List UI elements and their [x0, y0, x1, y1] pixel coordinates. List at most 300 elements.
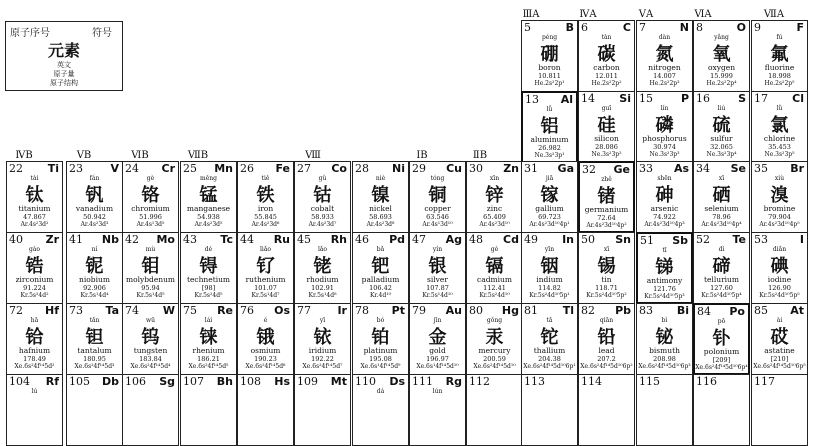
element-cell	[521, 374, 578, 446]
element-pinyin: xīn	[489, 175, 500, 182]
element-chinese-name: 锇	[256, 327, 275, 348]
element-pinyin: tàn	[601, 34, 612, 41]
element-pinyin: xī	[603, 246, 610, 253]
element-atomic-mass: 112.41	[483, 284, 506, 292]
element-config: Kr.4d¹⁰	[369, 292, 392, 299]
element-symbol: Mn	[214, 162, 233, 175]
element-atomic-mass: 32.065	[710, 143, 733, 151]
element-number: 83	[639, 304, 653, 317]
element-english-name: chromium	[131, 204, 170, 213]
element-number: 117	[754, 375, 775, 388]
element-cell	[66, 161, 123, 233]
element-chinese-name: 锡	[597, 256, 616, 277]
element-atomic-mass: 74.922	[653, 213, 676, 221]
element-config: Ar.4s²3d⁶	[251, 221, 280, 228]
element-english-name: rhenium	[192, 346, 225, 355]
element-atomic-mass: 186.21	[197, 355, 220, 363]
element-symbol: Rh	[330, 233, 347, 246]
legend-config-label: 原子结构	[50, 79, 78, 87]
element-pinyin: lǎo	[317, 246, 328, 253]
element-pinyin: é	[263, 317, 268, 324]
element-atomic-mass: 207.2	[597, 355, 616, 363]
element-config: Kr.5s¹4d⁷	[251, 292, 280, 299]
element-cell	[409, 232, 466, 304]
element-atomic-mass: 95.94	[141, 284, 160, 292]
element-atomic-mass: 190.23	[254, 355, 277, 363]
element-number: 112	[469, 375, 490, 388]
element-config: Xe.6s¹4f¹⁴5d¹⁰	[416, 363, 459, 370]
element-number: 42	[125, 233, 139, 246]
element-number: 15	[639, 92, 653, 105]
element-config: Xe.6s²4f¹⁴5d²	[14, 363, 55, 370]
element-symbol: P	[680, 92, 689, 105]
group-label: ⅦB	[187, 150, 209, 161]
element-chinese-name: 锑	[655, 257, 674, 278]
element-config: Kr.5s¹4d⁵	[136, 292, 165, 299]
element-pinyin: liú	[717, 105, 726, 112]
element-cell	[466, 303, 523, 375]
element-english-name: silicon	[594, 134, 619, 143]
element-number: 28	[355, 162, 369, 175]
element-english-name: technetium	[186, 275, 231, 284]
legend-key	[5, 21, 123, 91]
element-chinese-name: 锆	[25, 256, 44, 277]
element-pinyin: lǜ	[776, 105, 783, 112]
element-symbol: N	[679, 21, 689, 34]
element-pinyin: tǎn	[89, 317, 100, 324]
element-pinyin: pō	[717, 318, 726, 325]
element-cell	[578, 303, 635, 375]
element-chinese-name: 硒	[712, 185, 731, 206]
element-symbol: Hg	[501, 304, 519, 317]
element-english-name: copper	[424, 204, 451, 213]
element-cell	[751, 20, 808, 92]
element-number: 43	[183, 233, 197, 246]
element-config: Ne.3s²3p²	[591, 151, 622, 158]
element-config: Kr.5s¹4d⁸	[308, 292, 337, 299]
element-pinyin: shēn	[657, 175, 672, 182]
element-chinese-name: 硫	[712, 115, 731, 136]
legend-atomic-number-label: 原子序号	[10, 28, 50, 39]
element-number: 25	[183, 162, 197, 175]
element-symbol: Se	[730, 162, 746, 175]
element-pinyin: tā	[546, 317, 553, 324]
element-pinyin: bó	[376, 317, 385, 324]
element-atomic-mass: 114.82	[538, 284, 561, 292]
element-symbol: In	[562, 233, 574, 246]
element-symbol: Zn	[503, 162, 519, 175]
element-symbol: F	[796, 21, 804, 34]
element-symbol: Hs	[274, 375, 290, 388]
element-pinyin: xiù	[774, 175, 785, 182]
element-symbol: Ni	[392, 162, 405, 175]
element-number: 7	[639, 21, 646, 34]
element-number: 51	[640, 234, 654, 247]
element-atomic-mass: 121.76	[653, 285, 676, 293]
element-symbol: Mo	[156, 233, 175, 246]
element-pinyin: tī	[662, 247, 667, 254]
element-number: 29	[412, 162, 426, 175]
element-number: 72	[9, 304, 23, 317]
element-english-name: sulfur	[710, 134, 733, 143]
element-symbol: As	[673, 162, 689, 175]
element-symbol: Co	[331, 162, 347, 175]
element-english-name: aluminum	[530, 135, 569, 144]
element-pinyin: hā	[30, 317, 39, 324]
legend-symbol-label: 符号	[92, 28, 112, 39]
element-chinese-name: 锗	[597, 186, 616, 207]
element-atomic-mass: 195.08	[369, 355, 392, 363]
element-pinyin: wū	[146, 317, 155, 324]
element-chinese-name: 碲	[712, 256, 731, 277]
element-cell	[578, 161, 635, 233]
element-english-name: chlorine	[763, 134, 796, 143]
element-config: Ar.4s²3d¹⁰4p²	[586, 222, 627, 229]
element-number: 49	[524, 233, 538, 246]
element-english-name: polonium	[703, 347, 740, 356]
element-cell	[578, 374, 635, 446]
element-atomic-mass: 54.938	[197, 213, 220, 221]
element-chinese-name: 氟	[770, 44, 789, 65]
element-chinese-name: 铅	[597, 327, 616, 348]
element-chinese-name: 镍	[371, 185, 390, 206]
element-chinese-name: 铂	[371, 327, 390, 348]
element-english-name: cobalt	[310, 204, 335, 213]
element-number: 109	[297, 375, 318, 388]
element-chinese-name: 氮	[655, 44, 674, 65]
element-english-name: lead	[598, 346, 615, 355]
element-pinyin: tài	[30, 175, 39, 182]
element-number: 17	[754, 92, 768, 105]
element-atomic-mass: 204.38	[538, 355, 561, 363]
element-symbol: Ge	[613, 163, 630, 176]
element-english-name: gold	[429, 346, 446, 355]
element-pinyin: gǔ	[318, 175, 327, 182]
element-pinyin: lún	[432, 388, 443, 395]
element-english-name: tungsten	[133, 346, 168, 355]
element-config: Xe.6s²4f¹⁴5d⁴	[130, 363, 171, 370]
element-cell	[352, 303, 409, 375]
element-number: 27	[297, 162, 311, 175]
element-chinese-name: 金	[428, 327, 447, 348]
element-cell	[66, 374, 123, 446]
element-cell	[66, 303, 123, 375]
element-symbol: Rg	[445, 375, 462, 388]
element-english-name: cadmium	[477, 275, 512, 284]
element-config: Ar.4s²3d³	[80, 221, 109, 228]
element-number: 22	[9, 162, 23, 175]
element-pinyin: bǎ	[376, 246, 385, 253]
element-atomic-mass: 78.96	[712, 213, 731, 221]
element-chinese-name: 锰	[199, 185, 218, 206]
element-chinese-name: 磷	[655, 115, 674, 136]
element-cell	[636, 232, 693, 304]
element-chinese-name: 镓	[540, 185, 559, 206]
element-pinyin: qiān	[599, 317, 614, 324]
element-config: Xe.6s²4f¹⁴5d¹⁰	[473, 363, 516, 370]
element-config: He.2s²2p³	[649, 80, 680, 87]
element-number: 8	[696, 21, 703, 34]
element-cell	[180, 232, 237, 304]
element-number: 14	[581, 92, 595, 105]
element-chinese-name: 溴	[770, 185, 789, 206]
element-english-name: germanium	[584, 205, 629, 214]
element-english-name: arsenic	[650, 204, 679, 213]
element-symbol: Ag	[445, 233, 462, 246]
element-pinyin: ài	[776, 317, 783, 324]
element-cell	[237, 374, 294, 446]
element-atomic-mass: 58.933	[311, 213, 334, 221]
element-pinyin: dá	[376, 388, 385, 395]
element-symbol: Cd	[503, 233, 519, 246]
element-atomic-mass: 178.49	[23, 355, 46, 363]
element-chinese-name: 铝	[540, 116, 559, 137]
element-atomic-mass: 106.42	[369, 284, 392, 292]
element-config: He.2s²2p¹	[534, 80, 565, 87]
element-symbol: S	[738, 92, 746, 105]
element-atomic-mass: [98]	[201, 284, 216, 292]
element-config: Ar.4s¹3d¹⁰	[422, 221, 453, 228]
element-cell	[294, 303, 351, 375]
element-english-name: thallium	[533, 346, 566, 355]
element-cell	[6, 374, 63, 446]
element-english-name: ruthenium	[245, 275, 286, 284]
element-cell	[636, 91, 693, 163]
element-chinese-name: 硅	[597, 115, 616, 136]
element-cell	[180, 161, 237, 233]
element-number: 5	[524, 21, 531, 34]
element-english-name: manganese	[186, 204, 231, 213]
element-pinyin: tóng	[430, 175, 445, 182]
group-label: ⅦA	[763, 9, 785, 20]
element-number: 74	[125, 304, 139, 317]
element-atomic-mass: 72.64	[597, 214, 616, 222]
element-symbol: Tc	[220, 233, 233, 246]
element-config: Kr.5s²4d¹⁰5p⁵	[759, 292, 800, 299]
element-cell	[294, 232, 351, 304]
element-pinyin: lǚ	[546, 106, 553, 113]
element-symbol: Ds	[389, 375, 405, 388]
element-cell	[521, 303, 578, 375]
element-number: 46	[355, 233, 369, 246]
element-atomic-mass: 15.999	[710, 72, 733, 80]
element-number: 23	[69, 162, 83, 175]
element-symbol: Br	[790, 162, 804, 175]
element-pinyin: mù	[145, 246, 156, 253]
element-cell	[6, 161, 63, 233]
element-config: Xe.6s²4f¹⁴5d⁷	[302, 363, 343, 370]
element-pinyin: fán	[89, 175, 100, 182]
element-number: 45	[297, 233, 311, 246]
element-chinese-name: 铪	[25, 327, 44, 348]
group-label: ⅥB	[131, 150, 149, 161]
element-symbol: Ru	[273, 233, 290, 246]
element-number: 84	[697, 305, 711, 318]
element-chinese-name: 钨	[141, 327, 160, 348]
group-label: ⅡB	[472, 150, 488, 161]
element-chinese-name: 碳	[597, 44, 616, 65]
element-pinyin: gǒng	[486, 317, 503, 324]
element-symbol: Au	[445, 304, 462, 317]
element-atomic-mass: 192.22	[311, 355, 334, 363]
element-number: 73	[69, 304, 83, 317]
element-atomic-mass: 35.453	[768, 143, 791, 151]
element-cell	[180, 303, 237, 375]
element-pinyin: liǎo	[259, 246, 272, 253]
element-cell	[6, 232, 63, 304]
element-cell	[636, 20, 693, 92]
element-config: Ar.4s¹3d⁵	[136, 221, 165, 228]
element-symbol: Si	[619, 92, 631, 105]
element-config: Xe.6s²4f¹⁴5d¹⁰6p²	[580, 363, 633, 370]
element-pinyin: guī	[601, 105, 612, 112]
element-cell	[693, 161, 750, 233]
element-symbol: Ti	[47, 162, 59, 175]
element-symbol: B	[565, 21, 574, 34]
element-atomic-mass: 51.996	[139, 213, 162, 221]
element-config: Ar.4s²3d¹⁰4p¹	[529, 221, 570, 228]
element-number: 24	[125, 162, 139, 175]
element-symbol: Cu	[446, 162, 462, 175]
element-cell	[409, 303, 466, 375]
element-english-name: tin	[601, 275, 612, 284]
element-atomic-mass: 102.91	[311, 284, 334, 292]
element-atomic-mass: 58.693	[369, 213, 392, 221]
element-english-name: rhodium	[306, 275, 339, 284]
element-pinyin: tiě	[261, 175, 270, 182]
element-atomic-mass: 28.086	[595, 143, 618, 151]
element-symbol: Pd	[389, 233, 405, 246]
element-english-name: osmium	[250, 346, 281, 355]
element-cell	[237, 232, 294, 304]
element-config: Xe.6s²4f¹⁴5d¹⁰6p³	[638, 363, 691, 370]
element-pinyin: měng	[200, 175, 217, 182]
element-cell	[693, 232, 750, 304]
element-config: Ar.4s²3d¹⁰4p³	[644, 221, 685, 228]
element-atomic-mass: 50.942	[83, 213, 106, 221]
element-cell	[466, 161, 523, 233]
element-symbol: Cr	[161, 162, 175, 175]
element-chinese-name: 汞	[485, 327, 504, 348]
element-config: Kr.5s²4d⁵	[194, 292, 223, 299]
element-english-name: molybdenum	[125, 275, 176, 284]
element-pinyin: dì	[718, 246, 725, 253]
element-pinyin: xī	[718, 175, 725, 182]
element-chinese-name: 钴	[313, 185, 332, 206]
element-symbol: Ir	[337, 304, 347, 317]
element-chinese-name: 硼	[540, 44, 559, 65]
element-symbol: Zr	[45, 233, 59, 246]
element-number: 47	[412, 233, 426, 246]
element-number: 115	[639, 375, 660, 388]
element-symbol: Ta	[105, 304, 119, 317]
element-chinese-name: 铟	[540, 256, 559, 277]
element-symbol: C	[622, 21, 631, 34]
element-pinyin: bì	[661, 317, 668, 324]
element-number: 80	[469, 304, 483, 317]
element-pinyin: diǎn	[772, 246, 787, 253]
element-config: Xe.6s²4f¹⁴5d³	[74, 363, 115, 370]
element-number: 76	[240, 304, 254, 317]
element-atomic-mass: 63.546	[426, 213, 449, 221]
element-number: 106	[125, 375, 146, 388]
element-english-name: selenium	[704, 204, 739, 213]
element-cell	[521, 91, 578, 163]
element-cell	[693, 91, 750, 163]
element-chinese-name: 钽	[85, 327, 104, 348]
element-english-name: palladium	[361, 275, 400, 284]
element-cell	[294, 374, 351, 446]
element-number: 78	[355, 304, 369, 317]
element-pinyin: lái	[204, 317, 213, 324]
element-pinyin: lín	[660, 105, 669, 112]
element-pinyin: yǎng	[714, 34, 729, 41]
element-pinyin: yín	[432, 246, 443, 253]
element-config: He.2s²2p⁵	[764, 80, 795, 87]
group-label: ⅣB	[15, 150, 33, 161]
element-symbol: Al	[560, 93, 573, 106]
element-english-name: zirconium	[15, 275, 54, 284]
element-config: Kr.5s¹4d¹⁰	[422, 292, 453, 299]
element-number: 9	[754, 21, 761, 34]
element-atomic-mass: 10.811	[538, 72, 561, 80]
element-pinyin: dàn	[658, 34, 671, 41]
element-english-name: phosphorus	[642, 134, 687, 143]
element-cell	[636, 161, 693, 233]
element-chinese-name: 氯	[770, 115, 789, 136]
element-config: Xe.6s²4f¹⁴5d¹⁰6p¹	[523, 363, 576, 370]
element-cell	[352, 232, 409, 304]
element-number: 16	[696, 92, 710, 105]
element-number: 41	[69, 233, 83, 246]
element-chinese-name: 砷	[655, 185, 674, 206]
element-atomic-mass: [210]	[770, 355, 789, 363]
element-symbol: W	[162, 304, 175, 317]
element-pinyin: yīn	[544, 246, 555, 253]
element-number: 6	[581, 21, 588, 34]
element-symbol: Sb	[672, 234, 688, 247]
element-cell	[636, 303, 693, 375]
legend-element-label: 元素	[47, 41, 80, 60]
element-config: Ar.4s²3d²	[20, 221, 49, 228]
element-cell	[294, 161, 351, 233]
group-label: ⅢA	[522, 9, 540, 20]
group-label: ⅤA	[638, 9, 654, 20]
element-number: 113	[524, 375, 545, 388]
group-label: ⅠB	[416, 150, 428, 161]
element-cell	[122, 161, 179, 233]
element-cell	[693, 20, 750, 92]
element-number: 110	[355, 375, 376, 388]
element-cell	[578, 20, 635, 92]
element-cell	[122, 232, 179, 304]
element-symbol: I	[799, 233, 804, 246]
element-english-name: mercury	[478, 346, 511, 355]
element-config: Ne.3s²3p¹	[534, 152, 565, 159]
element-english-name: niobium	[79, 275, 110, 284]
element-number: 32	[582, 163, 596, 176]
element-symbol: Bi	[676, 304, 689, 317]
element-atomic-mass: 14.007	[653, 72, 676, 80]
element-pinyin: fú	[776, 34, 783, 41]
element-config: Ne.3s²3p³	[649, 151, 680, 158]
element-english-name: gallium	[535, 204, 564, 213]
element-number: 26	[240, 162, 254, 175]
element-english-name: iridium	[308, 346, 337, 355]
element-cell	[180, 374, 237, 446]
element-config: Ar.4s²3d⁸	[366, 221, 395, 228]
element-number: 111	[412, 375, 433, 388]
